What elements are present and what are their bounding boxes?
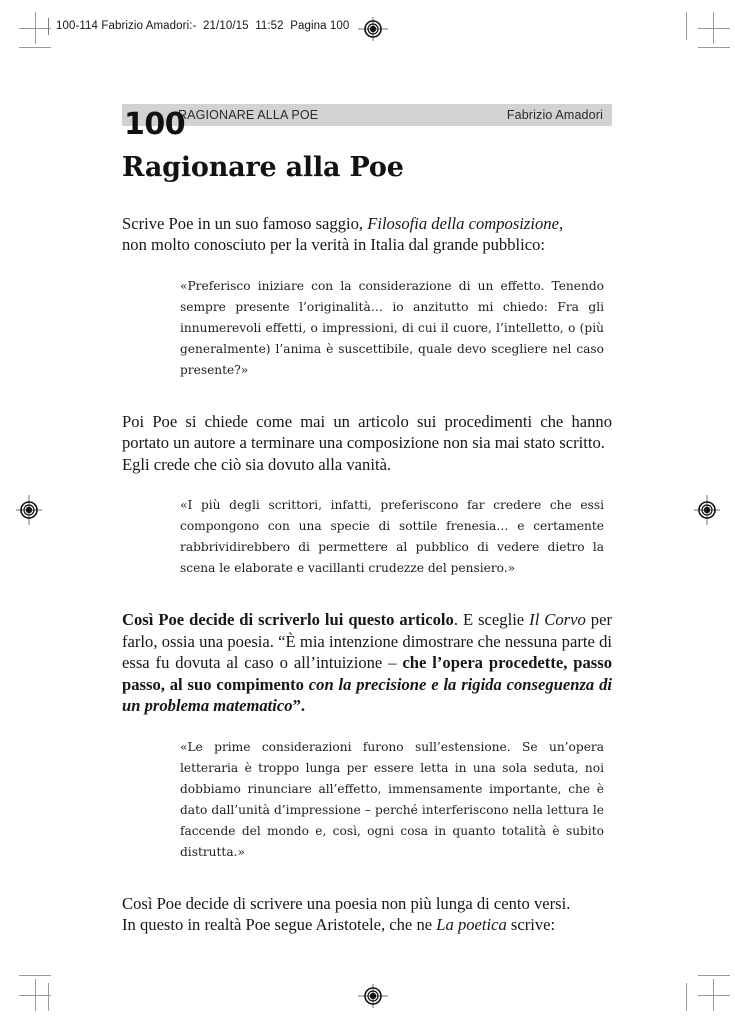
para4-part-b: per farlo, ossia una poesia. “È mia intenzione dimostrare che nessuna parte di essa fu dovuta al caso o all’intuizione – [122,610,612,673]
paragraph-articolo-non-scritto: Poi Poe si chiede come mai un articolo sui procedimenti che hanno portato un autore a terminare una composizione non sia mai stato scritto. [122,411,612,453]
extract-quote-2-text: «I più degli scrittori, infatti, preferiscono far credere che essi compongono con una specie di sottile frenesia… e certamente rabbrividirebbero di permettere al pubblico di vedere dietro la scena le elaborate e vacillanti crudezze del pensiero.» [180,498,604,576]
page-content [122,104,612,936]
paragraph-intro [122,213,612,256]
running-head-title: RAGIONARE ALLA POE [178,108,319,122]
chapter-title: Ragionare alla Poe [122,152,404,183]
para4-bold-lead: Così Poe decide di scriverlo lui questo articolo [122,610,454,630]
running-head-author: Fabrizio Amadori [506,108,603,122]
paragraph-corvo [122,609,612,717]
para5-line1: Così Poe decide di scrivere una poesia non più lunga di cento versi. [122,893,571,913]
slug-line [48,17,349,35]
para4-bold-italic-precisione: con la precisione e la rigida conseguenza di un problema matematico [122,674,612,716]
crop-mark-bottom-left-tick [48,983,49,1011]
crop-mark-top-left-vertical [35,12,36,44]
para5-part-b: scrive: [506,915,556,935]
para5-part-a: In questo in realtà Poe segue Aristotele, che ne [122,915,437,935]
paragraph-aristotele-block [122,893,612,936]
para1-part-a: Scrive Poe in un suo famoso saggio, [122,213,368,233]
extract-quote-3-text: «Le prime considerazioni furono sull’estensione. Se un’opera letteraria è troppo lunga per essere letta in una sola seduta, noi dobbiamo rinunciare all’effetto, immensamente importante, che è dato dall’unità d’impressione – perché interferiscono nella lettura le faccende del mondo e, così, ogni cosa in quanto totalità è subito distrutta.» [180,739,604,859]
crop-mark-bottom-right-rule [698,975,730,976]
crop-mark-top-right-vertical [713,12,714,44]
registration-target-right-middle [692,495,722,525]
para4-part-a: . E sceglie [453,610,530,630]
slug-text: 100-114 Fabrizio Amadori:- 21/10/15 11:52 Pagina 100 [56,20,350,32]
para4-bold-opera: che l’opera procedette, passo passo, al suo compimento [122,653,613,694]
extract-quote-1-text: «Preferisco iniziare con la considerazione di un effetto. Tenendo sempre presente l’originalità… io anzitutto mi chiedo: Fra gli innumerevoli effetti, o impressioni, di cui il cuore, l’intelletto, o (più generalmente) l’anima è suscettibile, quale devo scegliere nel caso presente?» [180,278,604,377]
running-head-bar [122,104,612,126]
para1-part-b: , [558,213,564,233]
crop-mark-top-right-tick [686,12,687,40]
para4-part-c: ”. [292,696,306,716]
extract-quote-2 [122,495,612,579]
paragraph-vanita: Egli crede che ciò sia dovuto alla vanità. [122,454,392,474]
registration-target-bottom-center [358,981,388,1011]
para1-italic-title: Filosofia della composizione [367,213,559,233]
crop-mark-bottom-left-vertical [35,979,36,1011]
crop-mark-bottom-right-tick [686,983,687,1011]
crop-mark-top-left-rule [19,47,51,48]
para4-italic-il-corvo: Il Corvo [529,610,586,630]
paragraph-intro-block [122,213,612,256]
crop-mark-top-right-horizontal [698,28,730,29]
crop-mark-top-right-rule [698,47,730,48]
registration-target-top-center [358,14,388,44]
para5-italic-la-poetica: La poetica [436,915,507,935]
extract-quote-3 [122,737,612,863]
paragraph-corvo-block [122,609,612,717]
extract-quote-1 [122,276,612,381]
paragraph-vanita-block [122,411,612,476]
crop-mark-bottom-right-vertical [713,979,714,1011]
slug-divider [48,18,49,35]
paragraph-aristotele [122,893,612,936]
registration-target-left-middle [14,495,44,525]
crop-mark-bottom-left-rule [19,975,51,976]
para1-line2: non molto conosciuto per la verità in Italia dal grande pubblico: [122,235,546,255]
page-folio-number: 100 [124,107,186,142]
crop-mark-bottom-right-horizontal [698,995,730,996]
